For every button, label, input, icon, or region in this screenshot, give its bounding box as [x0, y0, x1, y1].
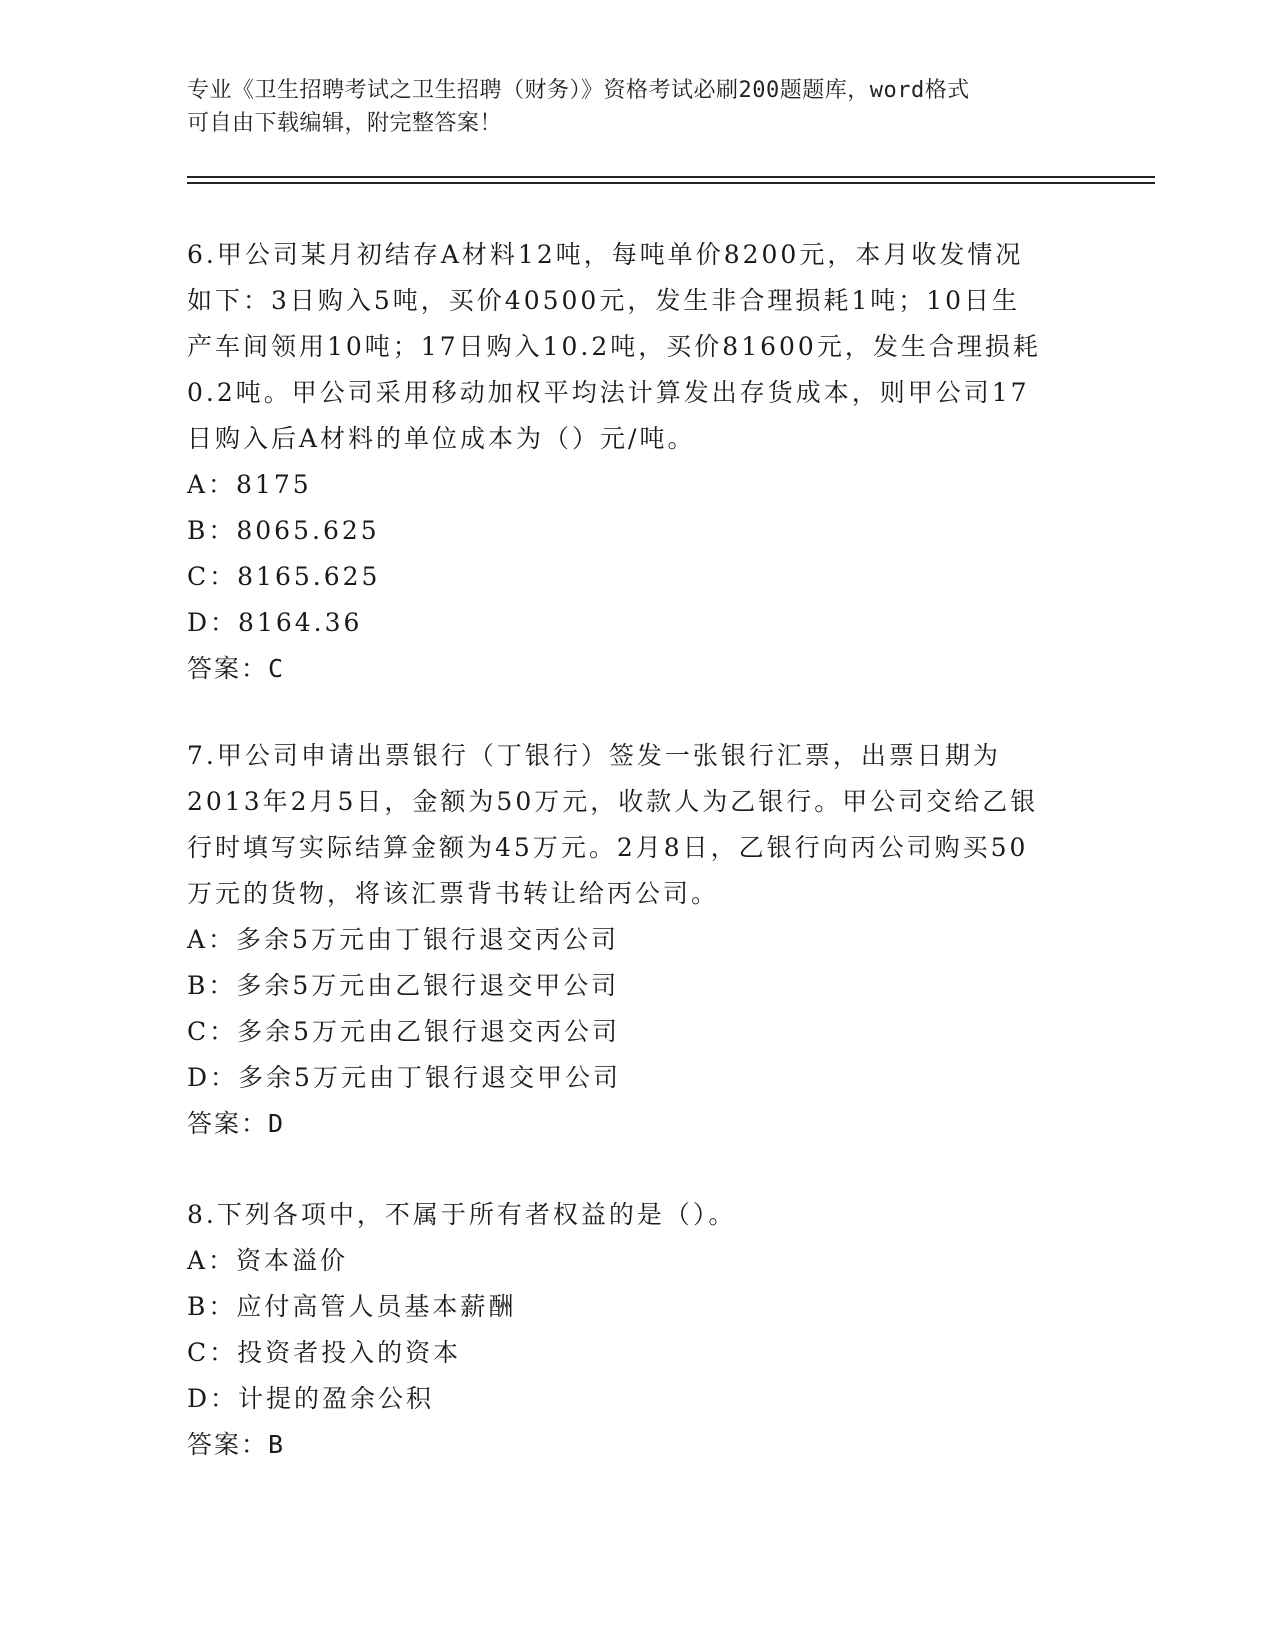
question-stem-line: 如下：3日购入5吨，买价40500元，发生非合理损耗1吨；10日生: [187, 286, 1021, 315]
answer: 答案：B: [187, 1430, 286, 1459]
option-b: B：应付高管人员基本薪酬: [187, 1292, 517, 1321]
document-header: [187, 74, 1067, 140]
question-stem-line: 日购入后A材料的单位成本为（）元/吨。: [187, 424, 696, 453]
answer: 答案：D: [187, 1109, 286, 1138]
question-stem-line: 万元的货物，将该汇票背书转让给丙公司。: [187, 879, 720, 908]
header-line-2: 可自由下载编辑，附完整答案！: [187, 111, 503, 136]
question-7: [187, 733, 1087, 1147]
option-c: C：投资者投入的资本: [187, 1338, 462, 1367]
header-divider-top: [187, 176, 1155, 178]
question-stem-line: 8.下列各项中，不属于所有者权益的是（）。: [187, 1200, 737, 1229]
question-6: [187, 232, 1087, 692]
option-a: A：多余5万元由丁银行退交丙公司: [187, 925, 619, 954]
question-stem-line: 7.甲公司申请出票银行（丁银行）签发一张银行汇票，出票日期为: [187, 741, 1001, 770]
option-d: D：8164.36: [187, 608, 363, 637]
question-stem-line: 6.甲公司某月初结存A材料12吨，每吨单价8200元，本月收发情况: [187, 240, 1024, 269]
option-a: A：资本溢价: [187, 1246, 349, 1275]
question-8: [187, 1192, 1087, 1468]
question-stem-line: 0.2吨。甲公司采用移动加权平均法计算发出存货成本，则甲公司17: [187, 378, 1030, 407]
header-divider-bottom: [187, 182, 1155, 184]
option-d: D：多余5万元由丁银行退交甲公司: [187, 1063, 621, 1092]
question-stem-line: 行时填写实际结算金额为45万元。2月8日，乙银行向丙公司购买50: [187, 833, 1029, 862]
option-a: A：8175: [187, 470, 312, 499]
option-c: C：8165.625: [187, 562, 381, 591]
option-b: B：多余5万元由乙银行退交甲公司: [187, 971, 620, 1000]
option-c: C：多余5万元由乙银行退交丙公司: [187, 1017, 621, 1046]
option-b: B：8065.625: [187, 516, 380, 545]
question-stem-line: 2013年2月5日，金额为50万元，收款人为乙银行。甲公司交给乙银: [187, 787, 1039, 816]
header-line-1: 专业《卫生招聘考试之卫生招聘（财务）》资格考试必刷200题题库，word格式: [187, 78, 970, 103]
option-d: D：计提的盈余公积: [187, 1384, 435, 1413]
question-stem-line: 产车间领用10吨；17日购入10.2吨，买价81600元，发生合理损耗: [187, 332, 1041, 361]
answer: 答案：C: [187, 654, 286, 683]
